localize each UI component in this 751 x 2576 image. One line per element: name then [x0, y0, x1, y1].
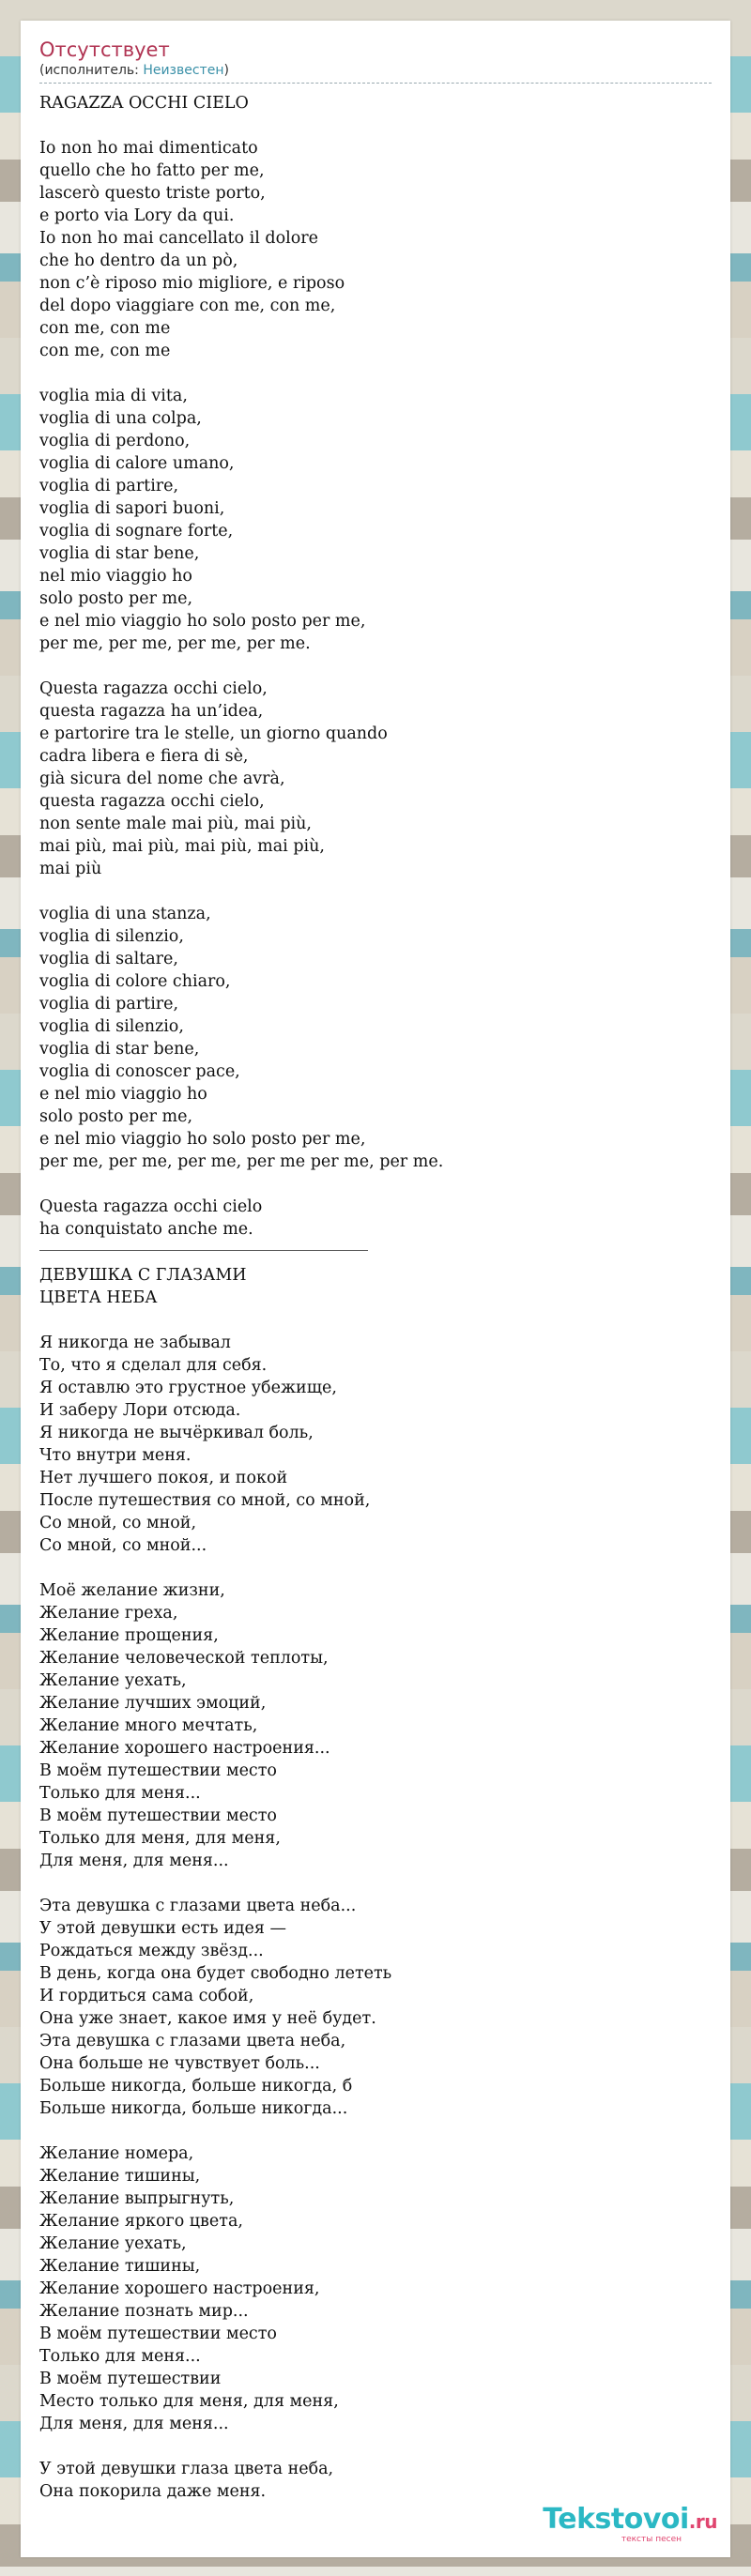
- lyric-line: Со мной, со мной...: [39, 1536, 207, 1555]
- lyric-line: Желание человеческой теплоты,: [39, 1649, 329, 1668]
- lyric-line: И заберу Лори отсюда.: [39, 1401, 241, 1420]
- lyric-line: В моём путешествии: [39, 2370, 222, 2388]
- lyric-line: per me, per me, per me, per me.: [39, 634, 311, 653]
- site-logo[interactable]: [543, 2505, 717, 2544]
- lyric-line: Желание тишины,: [39, 2167, 201, 2186]
- blank-line: [39, 2120, 712, 2142]
- lyric-line: У этой девушки есть идея —: [39, 1919, 286, 1938]
- lyric-line: Что внутри меня.: [39, 1446, 192, 1465]
- lyric-line: voglia di sapori buoni,: [39, 499, 225, 518]
- lyric-line: Рождаться между звёзд...: [39, 1942, 264, 1960]
- lyric-line: voglia di silenzio,: [39, 927, 184, 946]
- lyric-line: В моём путешествии место: [39, 2324, 277, 2343]
- blank-line: [39, 1309, 712, 1332]
- lyric-line: Только для меня...: [39, 2347, 201, 2366]
- logo-tagline: тексты песен: [621, 2535, 682, 2544]
- lyric-line: Нет лучшего покоя, и покой: [39, 1469, 288, 1487]
- lyric-line: Io non ho mai cancellato il dolore: [39, 229, 318, 248]
- lyric-line: voglia di sognare forte,: [39, 522, 234, 541]
- lyric-line: Я оставлю это грустное убежище,: [39, 1379, 337, 1397]
- blank-line: [39, 362, 712, 385]
- logo-name: Tekstovoi: [543, 2503, 689, 2536]
- lyric-line: И гордиться сама собой,: [39, 1987, 254, 2005]
- lyric-line: Желание выпрыгнуть,: [39, 2189, 235, 2208]
- lyric-line: questa ragazza ha un’idea,: [39, 702, 264, 721]
- logo-tld: .ru: [688, 2510, 717, 2533]
- lyrics-body: [39, 92, 712, 2503]
- lyric-line: Questa ragazza occhi cielo: [39, 1197, 263, 1216]
- lyric-line: Questa ragazza occhi cielo,: [39, 679, 268, 698]
- lyric-line: lascerò questo triste porto,: [39, 184, 266, 203]
- lyric-line: e partorire tra le stelle, un giorno quando: [39, 724, 388, 743]
- lyric-line: Я никогда не вычёркивал боль,: [39, 1424, 314, 1442]
- lyric-line: Желание лучших эмоций,: [39, 1694, 267, 1713]
- blank-line: [39, 2435, 712, 2458]
- lyric-line: voglia di una colpa,: [39, 409, 202, 428]
- lyric-line: voglia mia di vita,: [39, 387, 188, 405]
- lyric-line: voglia di partire,: [39, 477, 179, 495]
- lyric-line: Для меня, для меня...: [39, 1852, 229, 1870]
- lyrics-original: [39, 92, 712, 1241]
- lyric-line: Эта девушка с глазами цвета неба,: [39, 2032, 346, 2050]
- lyric-line: Место только для меня, для меня,: [39, 2392, 339, 2411]
- lyric-line: RAGAZZA OCCHI CIELO: [39, 94, 249, 113]
- lyric-line: Только для меня...: [39, 1784, 201, 1803]
- lyric-line: Желание яркого цвета,: [39, 2212, 243, 2231]
- lyric-line: Со мной, со мной,: [39, 1514, 197, 1532]
- lyric-line: Больше никогда, больше никогда, б: [39, 2077, 353, 2096]
- lyric-line: e nel mio viaggio ho solo posto per me,: [39, 612, 366, 631]
- lyric-line: Для меня, для меня...: [39, 2415, 229, 2433]
- lyric-line: per me, per me, per me, per me per me, per me.: [39, 1152, 444, 1171]
- artist-prefix: (исполнитель:: [39, 63, 144, 78]
- lyric-line: Желание прощения,: [39, 1626, 219, 1645]
- lyric-line: ha conquistato anche me.: [39, 1220, 253, 1239]
- blank-line: [39, 114, 712, 137]
- artist-link[interactable]: Неизвестен: [143, 63, 224, 78]
- lyric-line: voglia di partire,: [39, 995, 179, 1014]
- lyric-line: mai più, mai più, mai più, mai più,: [39, 837, 325, 856]
- lyric-line: voglia di silenzio,: [39, 1017, 184, 1036]
- lyric-line: non c’è riposo mio migliore, e riposo: [39, 274, 345, 293]
- lyric-line: e nel mio viaggio ho solo posto per me,: [39, 1130, 366, 1149]
- lyric-line: Больше никогда, больше никогда...: [39, 2099, 348, 2118]
- lyric-line: Желание греха,: [39, 1604, 178, 1623]
- lyric-line: Желание уехать,: [39, 1671, 187, 1690]
- blank-line: [39, 1557, 712, 1579]
- lyrics-divider: [39, 1250, 368, 1251]
- lyric-line: Она покорила даже меня.: [39, 2482, 267, 2501]
- lyric-line: Желание хорошего настроения,: [39, 2279, 320, 2298]
- lyric-line: con me, con me: [39, 342, 171, 360]
- artist-suffix: ): [223, 63, 229, 78]
- lyric-line: mai più: [39, 860, 102, 878]
- lyric-line: del dopo viaggiare con me, con me,: [39, 297, 336, 315]
- lyric-line: voglia di perdono,: [39, 432, 191, 450]
- lyric-line: Желание много мечтать,: [39, 1716, 258, 1735]
- lyrics-translation: [39, 1264, 712, 2503]
- lyric-line: Желание познать мир...: [39, 2302, 249, 2321]
- lyric-line: Только для меня, для меня,: [39, 1829, 281, 1848]
- lyrics-sheet: [21, 21, 730, 2557]
- lyric-line: В моём путешествии место: [39, 1761, 277, 1780]
- lyric-line: Я никогда не забывал: [39, 1334, 231, 1352]
- lyric-line: ЦВЕТА НЕБА: [39, 1288, 158, 1307]
- lyric-line: voglia di una stanza,: [39, 905, 211, 923]
- song-meta: [39, 62, 712, 79]
- lyric-line: В день, когда она будет свободно лететь: [39, 1964, 392, 1983]
- lyric-line: У этой девушки глаза цвета неба,: [39, 2460, 334, 2478]
- lyric-line: e nel mio viaggio ho: [39, 1085, 207, 1104]
- lyric-line: che ho dentro da un pò,: [39, 252, 238, 270]
- lyric-line: После путешествия со мной, со мной,: [39, 1491, 371, 1510]
- blank-line: [39, 1872, 712, 1895]
- lyric-line: solo posto per me,: [39, 589, 193, 608]
- blank-line: [39, 880, 712, 903]
- lyric-line: cadra libera e fiera di sè,: [39, 747, 249, 766]
- lyric-line: Она больше не чувствует боль...: [39, 2054, 320, 2073]
- lyric-line: voglia di calore umano,: [39, 454, 235, 473]
- blank-line: [39, 1173, 712, 1196]
- lyric-line: con me, con me: [39, 319, 171, 338]
- blank-line: [39, 655, 712, 678]
- lyric-line: Желание тишины,: [39, 2257, 201, 2276]
- lyric-line: ДЕВУШКА С ГЛАЗАМИ: [39, 1266, 247, 1285]
- lyric-line: già sicura del nome che avrà,: [39, 770, 285, 788]
- lyric-line: questa ragazza occhi cielo,: [39, 792, 265, 811]
- song-title: Отсутствует: [39, 38, 170, 61]
- lyric-line: Желание хорошего настроения...: [39, 1739, 330, 1758]
- lyric-line: quello che ho fatto per me,: [39, 161, 265, 180]
- lyric-line: Эта девушка с глазами цвета неба...: [39, 1897, 357, 1915]
- lyric-line: voglia di saltare,: [39, 950, 178, 968]
- lyric-line: voglia di star bene,: [39, 1040, 200, 1059]
- lyric-line: voglia di star bene,: [39, 544, 200, 563]
- lyric-line: voglia di conoscer pace,: [39, 1062, 240, 1081]
- lyric-line: voglia di colore chiaro,: [39, 972, 231, 991]
- lyric-line: e porto via Lory da qui.: [39, 206, 235, 225]
- lyric-line: То, что я сделал для себя.: [39, 1356, 268, 1375]
- lyric-line: nel mio viaggio ho: [39, 567, 192, 586]
- lyric-line: non sente male mai più, mai più,: [39, 815, 312, 833]
- lyric-line: В моём путешествии место: [39, 1806, 277, 1825]
- lyric-line: Желание уехать,: [39, 2234, 187, 2253]
- lyric-line: Io non ho mai dimenticato: [39, 139, 258, 158]
- lyric-line: Она уже знает, какое имя у неё будет.: [39, 2009, 376, 2028]
- lyric-line: Желание номера,: [39, 2144, 194, 2163]
- lyric-line: solo posto per me,: [39, 1107, 193, 1126]
- song-header: [39, 38, 712, 84]
- lyric-line: Моё желание жизни,: [39, 1581, 225, 1600]
